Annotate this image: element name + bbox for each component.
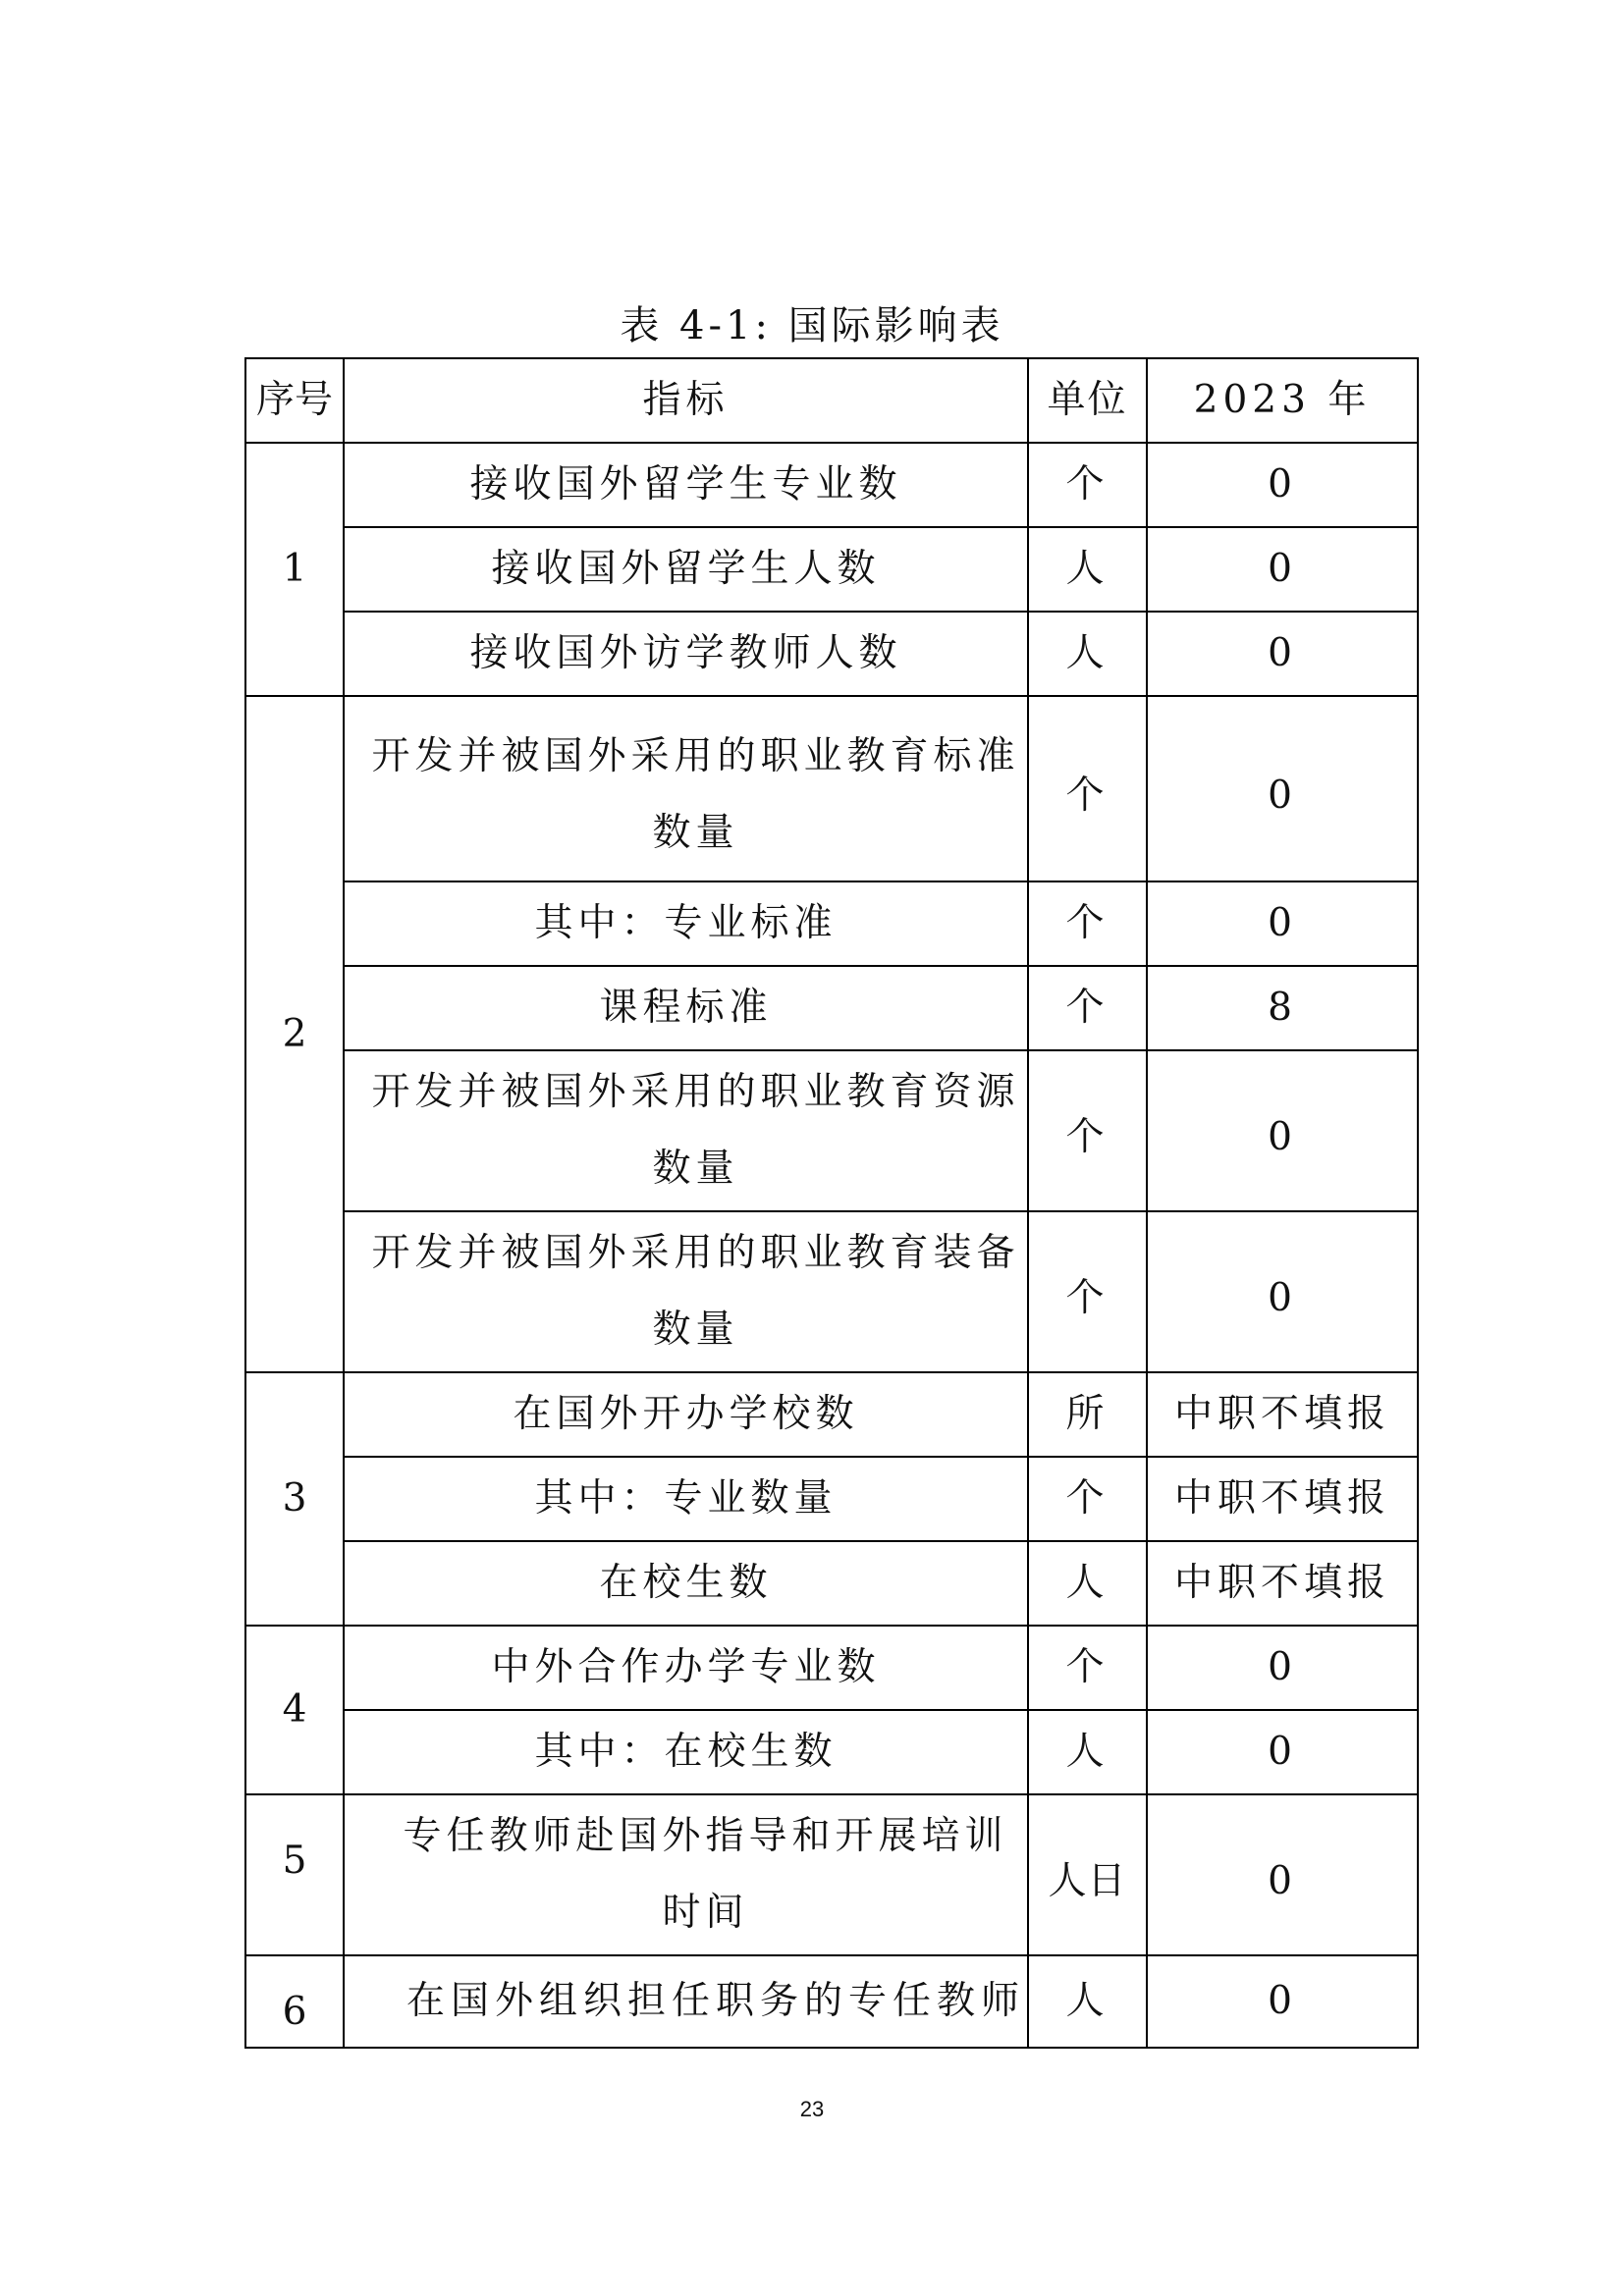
table-row bbox=[245, 881, 1418, 966]
value-cell: 中职不填报 bbox=[1147, 1457, 1418, 1541]
table-row bbox=[245, 1794, 1418, 1955]
table-row bbox=[245, 1372, 1418, 1457]
page-number: 23 bbox=[799, 2097, 825, 2121]
header-year: 2023 年 bbox=[1147, 358, 1418, 443]
value-cell: 0 bbox=[1147, 1211, 1418, 1372]
value-cell: 中职不填报 bbox=[1147, 1541, 1418, 1626]
group-seq: 5 bbox=[245, 1794, 344, 1955]
indicator-cell: 在校生数 bbox=[344, 1541, 1028, 1626]
value-cell: 0 bbox=[1147, 1710, 1418, 1794]
value-cell: 0 bbox=[1147, 1626, 1418, 1710]
indicator-cell: 开发并被国外采用的职业教育标准数量 bbox=[344, 696, 1028, 881]
indicator-cell: 专任教师赴国外指导和开展培训时间 bbox=[344, 1794, 1028, 1955]
group-seq: 3 bbox=[245, 1372, 344, 1626]
unit-cell: 个 bbox=[1028, 881, 1147, 966]
table-row bbox=[245, 966, 1418, 1050]
unit-cell: 所 bbox=[1028, 1372, 1147, 1457]
group-seq: 1 bbox=[245, 443, 344, 696]
value-cell: 0 bbox=[1147, 443, 1418, 527]
table-row bbox=[245, 1955, 1418, 2048]
table-row bbox=[245, 1457, 1418, 1541]
table-row bbox=[245, 1050, 1418, 1211]
indicator-cell: 其中：专业标准 bbox=[344, 881, 1028, 966]
group-seq: 4 bbox=[245, 1626, 344, 1794]
group-seq: 6 bbox=[245, 1955, 344, 2048]
unit-cell: 个 bbox=[1028, 1457, 1147, 1541]
indicator-cell: 课程标准 bbox=[344, 966, 1028, 1050]
unit-cell: 人 bbox=[1028, 1710, 1147, 1794]
table-caption: 表 4-1: 国际影响表 bbox=[620, 303, 1004, 348]
unit-cell: 个 bbox=[1028, 443, 1147, 527]
indicator-cell: 在国外开办学校数 bbox=[344, 1372, 1028, 1457]
value-cell: 8 bbox=[1147, 966, 1418, 1050]
value-cell: 0 bbox=[1147, 696, 1418, 881]
indicator-cell: 其中：专业数量 bbox=[344, 1457, 1028, 1541]
indicator-cell: 接收国外留学生专业数 bbox=[344, 443, 1028, 527]
value-cell: 0 bbox=[1147, 527, 1418, 612]
table-row bbox=[245, 527, 1418, 612]
unit-cell: 人日 bbox=[1028, 1794, 1147, 1955]
group-seq: 2 bbox=[245, 696, 344, 1372]
table-row bbox=[245, 1211, 1418, 1372]
table-header-row bbox=[245, 358, 1418, 443]
table-row bbox=[245, 1541, 1418, 1626]
table-row bbox=[245, 443, 1418, 527]
unit-cell: 个 bbox=[1028, 1626, 1147, 1710]
unit-cell: 个 bbox=[1028, 1211, 1147, 1372]
unit-cell: 个 bbox=[1028, 966, 1147, 1050]
indicator-cell: 接收国外访学教师人数 bbox=[344, 612, 1028, 696]
value-cell: 中职不填报 bbox=[1147, 1372, 1418, 1457]
header-indicator: 指标 bbox=[344, 358, 1028, 443]
indicator-cell: 中外合作办学专业数 bbox=[344, 1626, 1028, 1710]
indicator-cell: 开发并被国外采用的职业教育资源数量 bbox=[344, 1050, 1028, 1211]
value-cell: 0 bbox=[1147, 612, 1418, 696]
international-influence-table bbox=[244, 357, 1419, 2049]
value-cell: 0 bbox=[1147, 1955, 1418, 2048]
indicator-cell: 开发并被国外采用的职业教育装备数量 bbox=[344, 1211, 1028, 1372]
indicator-cell: 接收国外留学生人数 bbox=[344, 527, 1028, 612]
table-row bbox=[245, 696, 1418, 881]
unit-cell: 人 bbox=[1028, 1955, 1147, 2048]
unit-cell: 人 bbox=[1028, 1541, 1147, 1626]
unit-cell: 个 bbox=[1028, 1050, 1147, 1211]
unit-cell: 人 bbox=[1028, 612, 1147, 696]
table-row bbox=[245, 1710, 1418, 1794]
header-unit: 单位 bbox=[1028, 358, 1147, 443]
value-cell: 0 bbox=[1147, 881, 1418, 966]
unit-cell: 人 bbox=[1028, 527, 1147, 612]
value-cell: 0 bbox=[1147, 1050, 1418, 1211]
value-cell: 0 bbox=[1147, 1794, 1418, 1955]
unit-cell: 个 bbox=[1028, 696, 1147, 881]
header-seq: 序号 bbox=[245, 358, 344, 443]
table-row bbox=[245, 1626, 1418, 1710]
indicator-cell: 其中：在校生数 bbox=[344, 1710, 1028, 1794]
table-row bbox=[245, 612, 1418, 696]
indicator-cell: 在国外组织担任职务的专任教师 bbox=[344, 1955, 1028, 2048]
